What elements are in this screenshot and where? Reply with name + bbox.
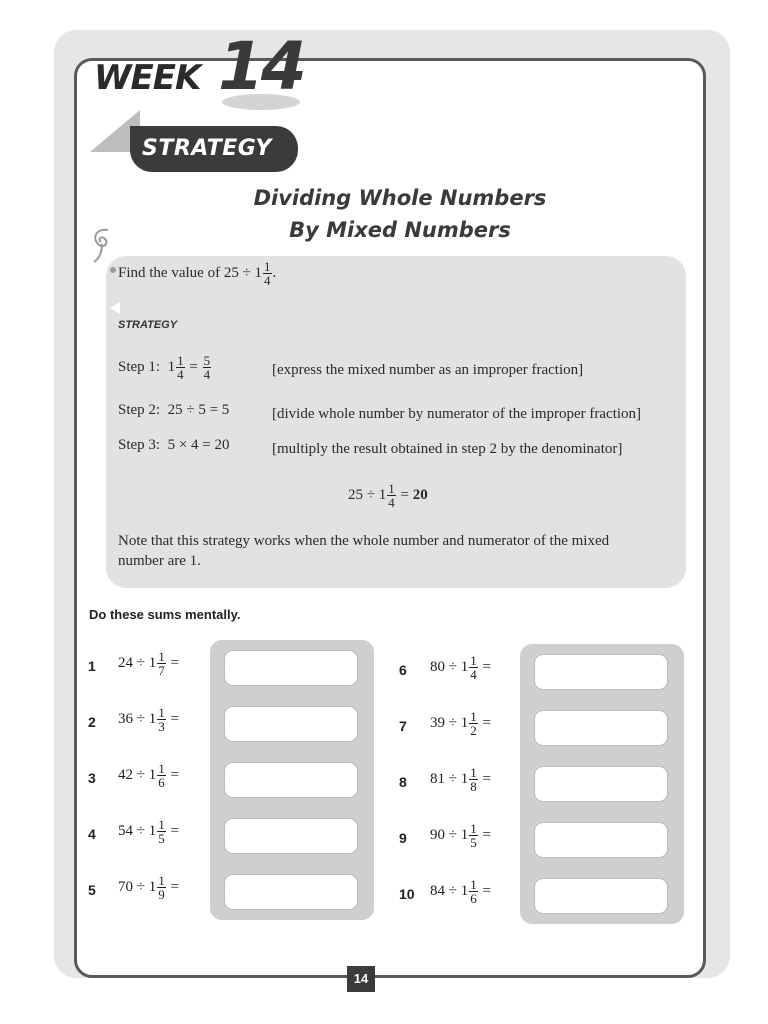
question-number: 2 bbox=[88, 714, 96, 730]
step-3-note: [multiply the result obtained in step 2 by the denominator] bbox=[272, 441, 623, 457]
question-expression: 90 ÷ 1 $\frac{1}{5}$ = bbox=[430, 821, 491, 850]
question-number: 7 bbox=[399, 718, 407, 734]
swirl-icon bbox=[88, 224, 116, 264]
question-expression: 36 ÷ 1 $\frac{1}{3}$ = bbox=[118, 705, 179, 734]
question-expression: 39 ÷ 1 $\frac{1}{2}$ = bbox=[430, 709, 491, 738]
answer-box-8[interactable] bbox=[534, 766, 668, 802]
strategy-banner-label: STRATEGY bbox=[142, 136, 272, 161]
panel-arrow-icon bbox=[110, 302, 120, 314]
answer-box-3[interactable] bbox=[224, 762, 358, 798]
answer-box-5[interactable] bbox=[224, 874, 358, 910]
question-expression: 80 ÷ 1 $\frac{1}{4}$ = bbox=[430, 653, 491, 682]
title-line-1: Dividing Whole Numbers bbox=[253, 186, 547, 210]
step-2: Step 2: 25 ÷ 5 = 5 bbox=[118, 402, 230, 418]
step-3: Step 3: 5 × 4 = 20 bbox=[118, 437, 230, 453]
week-label: WEEK bbox=[94, 58, 201, 98]
step-1-note: [express the mixed number as an improper fraction] bbox=[272, 362, 584, 378]
question-expression: 54 ÷ 1 $\frac{1}{5}$ = bbox=[118, 817, 179, 846]
page-number: 14 bbox=[347, 966, 375, 992]
bullet-icon bbox=[110, 267, 116, 273]
answer-box-4[interactable] bbox=[224, 818, 358, 854]
answer-box-9[interactable] bbox=[534, 822, 668, 858]
question-number: 8 bbox=[399, 774, 407, 790]
question-number: 1 bbox=[88, 658, 96, 674]
instructions: Do these sums mentally. bbox=[89, 607, 241, 622]
question-expression: 81 ÷ 1 $\frac{1}{8}$ = bbox=[430, 765, 491, 794]
answer-box-7[interactable] bbox=[534, 710, 668, 746]
example-prompt: Find the value of 25 ÷ 1 $\frac{1}{4}$ . bbox=[118, 259, 277, 288]
step-2-note: [divide whole number by numerator of the improper fraction] bbox=[272, 406, 642, 422]
step-1: Step 1: 1 $\frac{1}{4}$ = $\frac{5}{4}$ bbox=[118, 353, 211, 382]
answer-box-6[interactable] bbox=[534, 654, 668, 690]
question-expression: 42 ÷ 1 $\frac{1}{6}$ = bbox=[118, 761, 179, 790]
question-expression: 70 ÷ 1 $\frac{1}{9}$ = bbox=[118, 873, 179, 902]
question-expression: 24 ÷ 1 $\frac{1}{7}$ = bbox=[118, 649, 179, 678]
title-line-2: By Mixed Numbers bbox=[289, 218, 511, 242]
question-number: 3 bbox=[88, 770, 96, 786]
week-number: 14 bbox=[218, 28, 304, 105]
answer-box-2[interactable] bbox=[224, 706, 358, 742]
question-number: 5 bbox=[88, 882, 96, 898]
strategy-subheading: STRATEGY bbox=[118, 319, 178, 331]
question-number: 10 bbox=[399, 886, 415, 902]
question-number: 6 bbox=[399, 662, 407, 678]
answer-box-1[interactable] bbox=[224, 650, 358, 686]
question-number: 4 bbox=[88, 826, 96, 842]
answer-box-10[interactable] bbox=[534, 878, 668, 914]
example-result: 25 ÷ 1 $\frac{1}{4}$ = 20 bbox=[348, 481, 428, 510]
question-expression: 84 ÷ 1 $\frac{1}{6}$ = bbox=[430, 877, 491, 906]
strategy-note: Note that this strategy works when the whole number and numerator of the mixed number are 1. bbox=[118, 533, 610, 569]
question-number: 9 bbox=[399, 830, 407, 846]
